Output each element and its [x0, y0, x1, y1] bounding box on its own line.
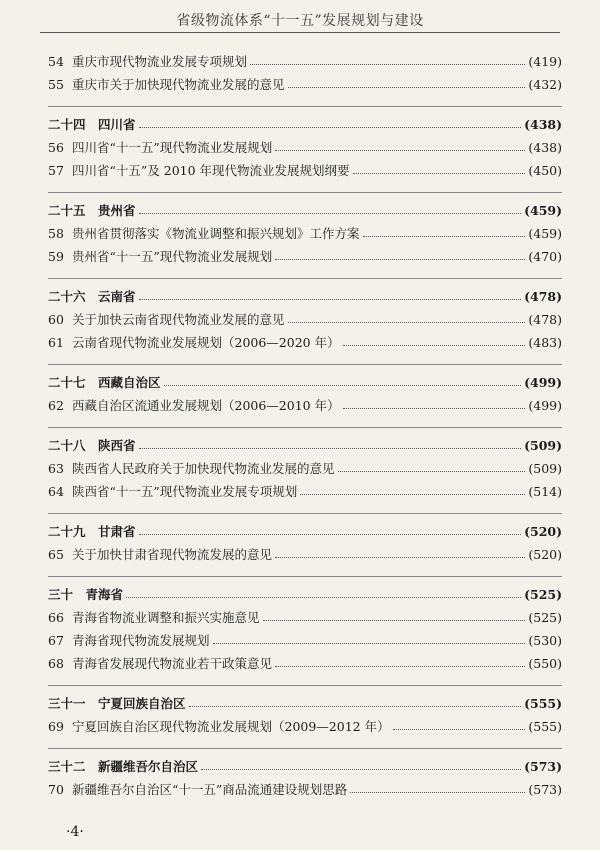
- entry-title: 三十 青海省: [48, 587, 124, 602]
- entry-title: 宁夏回族自治区现代物流业发展规划（2009—2012 年）: [72, 719, 390, 734]
- dot-leader: [139, 298, 522, 300]
- entry-page: (450): [528, 163, 562, 178]
- dot-leader: [343, 407, 526, 409]
- toc-entry[interactable]: [48, 222, 562, 245]
- toc-entry[interactable]: [48, 606, 562, 629]
- dot-leader: [288, 86, 526, 88]
- dot-leader: [350, 791, 525, 793]
- entry-page: (509): [524, 438, 562, 453]
- entry-page: (459): [524, 203, 562, 218]
- entry-title: 二十五 贵州省: [48, 203, 136, 218]
- entry-page: (438): [524, 117, 562, 132]
- toc-entry[interactable]: [48, 308, 562, 331]
- entry-title: 重庆市现代物流业发展专项规划: [72, 54, 248, 69]
- entry-title: 贵州省贯彻落实《物流业调整和振兴规划》工作方案: [72, 226, 360, 241]
- entry-title: 陕西省“十一五”现代物流业发展专项规划: [72, 484, 298, 499]
- entry-number: 62: [48, 398, 64, 413]
- entry-number: 58: [48, 226, 64, 241]
- dot-leader: [275, 556, 525, 558]
- entry-number: 55: [48, 77, 64, 92]
- dot-leader: [300, 493, 525, 495]
- toc-entry[interactable]: [48, 629, 562, 652]
- toc-section: [48, 106, 562, 182]
- dot-leader: [139, 126, 522, 128]
- entry-page: (483): [528, 335, 562, 350]
- dot-leader: [353, 172, 526, 174]
- toc-entry[interactable]: [48, 394, 562, 417]
- toc-entry[interactable]: [48, 778, 562, 801]
- toc-entry[interactable]: [48, 50, 562, 73]
- toc-entry[interactable]: [48, 457, 562, 480]
- entry-title: 二十七 西藏自治区: [48, 375, 161, 390]
- entry-title: 青海省物流业调整和振兴实施意见: [72, 610, 260, 625]
- toc-section-heading[interactable]: [48, 583, 562, 606]
- dot-leader: [139, 533, 522, 535]
- toc-section-heading[interactable]: [48, 520, 562, 543]
- toc-section: [48, 685, 562, 738]
- dot-leader: [164, 384, 522, 386]
- dot-leader: [139, 212, 522, 214]
- dot-leader: [288, 321, 526, 323]
- entry-page: (432): [528, 77, 562, 92]
- entry-page: (573): [528, 782, 562, 797]
- entry-title: 青海省发展现代物流业若干政策意见: [72, 656, 273, 671]
- entry-page: (514): [528, 484, 562, 499]
- toc-section: [48, 364, 562, 417]
- entry-number: 66: [48, 610, 64, 625]
- dot-leader: [189, 705, 522, 707]
- table-of-contents: [48, 50, 562, 801]
- entry-page: (478): [528, 312, 562, 327]
- entry-number: 59: [48, 249, 64, 264]
- entry-title: 关于加快云南省现代物流业发展的意见: [72, 312, 285, 327]
- entry-title: 关于加快甘肃省现代物流发展的意见: [72, 547, 273, 562]
- entry-title: 四川省“十五”及 2010 年现代物流业发展规划纲要: [72, 163, 350, 178]
- toc-section: [48, 278, 562, 354]
- running-header: 省级物流体系“十一五”发展规划与建设: [176, 13, 424, 29]
- dot-leader: [263, 619, 526, 621]
- entry-number: 56: [48, 140, 64, 155]
- entry-page: (509): [528, 461, 562, 476]
- dot-leader: [139, 447, 522, 449]
- entry-page: (499): [524, 375, 562, 390]
- dot-leader: [343, 344, 526, 346]
- toc-entry[interactable]: [48, 331, 562, 354]
- toc-section-heading[interactable]: [48, 755, 562, 778]
- entry-page: (478): [524, 289, 562, 304]
- dot-leader: [213, 642, 526, 644]
- entry-number: 57: [48, 163, 64, 178]
- header-divider: [40, 32, 560, 33]
- toc-entry[interactable]: [48, 245, 562, 268]
- toc-entry[interactable]: [48, 715, 562, 738]
- entry-title: 青海省现代物流发展规划: [72, 633, 210, 648]
- entry-title: 贵州省“十一五”现代物流业发展规划: [72, 249, 273, 264]
- entry-title: 陕西省人民政府关于加快现代物流业发展的意见: [72, 461, 335, 476]
- toc-section: [48, 576, 562, 675]
- entry-page: (499): [528, 398, 562, 413]
- dot-leader: [338, 470, 526, 472]
- entry-number: 61: [48, 335, 64, 350]
- toc-section: [48, 50, 562, 96]
- entry-title: 新疆维吾尔自治区“十一五”商品流通建设规划思路: [72, 782, 348, 797]
- entry-number: 60: [48, 312, 64, 327]
- toc-section: [48, 427, 562, 503]
- entry-title: 四川省“十一五”现代物流业发展规划: [72, 140, 273, 155]
- entry-number: 54: [48, 54, 64, 69]
- entry-title: 三十二 新疆维吾尔自治区: [48, 759, 199, 774]
- entry-title: 二十九 甘肃省: [48, 524, 136, 539]
- entry-number: 65: [48, 547, 64, 562]
- entry-title: 二十六 云南省: [48, 289, 136, 304]
- toc-section: [48, 748, 562, 801]
- entry-title: 云南省现代物流业发展规划（2006—2020 年）: [72, 335, 340, 350]
- entry-title: 二十四 四川省: [48, 117, 136, 132]
- toc-section-heading[interactable]: [48, 113, 562, 136]
- dot-leader: [363, 235, 526, 237]
- entry-number: 64: [48, 484, 64, 499]
- dot-leader: [393, 728, 526, 730]
- entry-title: 重庆市关于加快现代物流业发展的意见: [72, 77, 285, 92]
- toc-entry[interactable]: [48, 480, 562, 503]
- toc-section: [48, 513, 562, 566]
- dot-leader: [201, 768, 521, 770]
- toc-entry[interactable]: [48, 652, 562, 675]
- toc-section-heading[interactable]: [48, 692, 562, 715]
- entry-page: (573): [524, 759, 562, 774]
- dot-leader: [250, 63, 525, 65]
- toc-entry[interactable]: [48, 73, 562, 96]
- toc-entry[interactable]: [48, 543, 562, 566]
- entry-page: (555): [528, 719, 562, 734]
- entry-page: (520): [528, 547, 562, 562]
- toc-section-heading[interactable]: [48, 199, 562, 222]
- entry-title: 三十一 宁夏回族自治区: [48, 696, 186, 711]
- toc-section-heading[interactable]: [48, 434, 562, 457]
- toc-section: [48, 192, 562, 268]
- entry-page: (530): [528, 633, 562, 648]
- entry-title: 西藏自治区流通业发展规划（2006—2010 年）: [72, 398, 340, 413]
- toc-entry[interactable]: [48, 136, 562, 159]
- entry-page: (550): [528, 656, 562, 671]
- dot-leader: [126, 596, 521, 598]
- entry-page: (520): [524, 524, 562, 539]
- entry-title: 二十八 陕西省: [48, 438, 136, 453]
- toc-entry[interactable]: [48, 159, 562, 182]
- entry-page: (525): [524, 587, 562, 602]
- dot-leader: [275, 149, 525, 151]
- entry-page: (438): [528, 140, 562, 155]
- entry-number: 69: [48, 719, 64, 734]
- toc-section-heading[interactable]: [48, 285, 562, 308]
- entry-number: 68: [48, 656, 64, 671]
- entry-number: 63: [48, 461, 64, 476]
- entry-page: (419): [528, 54, 562, 69]
- entry-number: 67: [48, 633, 64, 648]
- dot-leader: [275, 665, 525, 667]
- toc-section-heading[interactable]: [48, 371, 562, 394]
- entry-page: (555): [524, 696, 562, 711]
- entry-page: (459): [528, 226, 562, 241]
- entry-page: (525): [528, 610, 562, 625]
- entry-page: (470): [528, 249, 562, 264]
- entry-number: 70: [48, 782, 64, 797]
- dot-leader: [275, 258, 525, 260]
- page-number: ·4·: [66, 824, 84, 840]
